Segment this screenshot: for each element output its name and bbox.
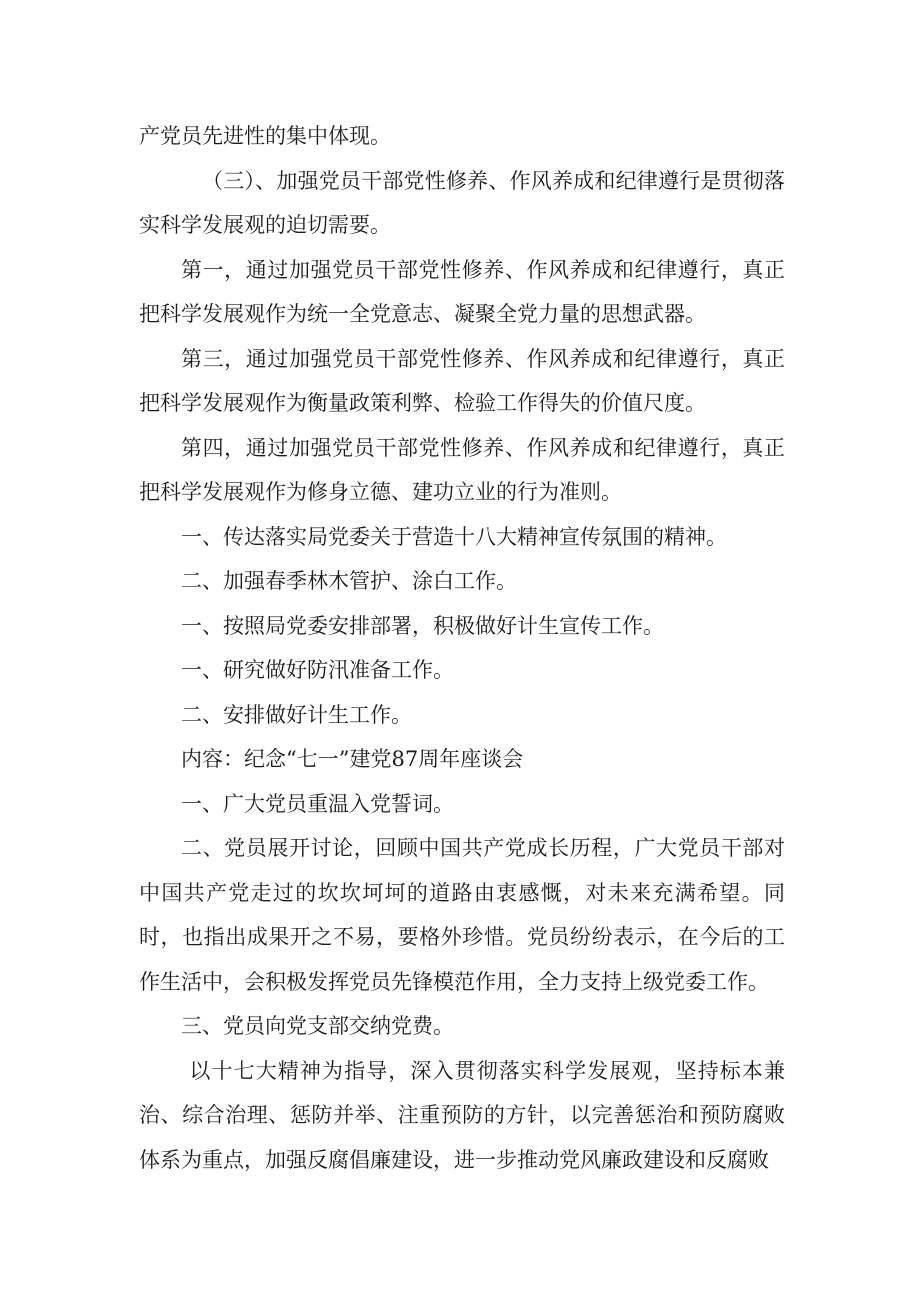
paragraph-4: 第三，通过加强党员干部党性修养、作风养成和纪律遵行，真正把科学发展观作为衡量政策利弊、检验工作得失的价值尺度。 (139, 346, 785, 415)
paragraph-3: 第一，通过加强党员干部党性修养、作风养成和纪律遵行，真正把科学发展观作为统一全党意志、凝聚全党力量的思想武器。 (139, 257, 785, 326)
paragraph-12: 一、广大党员重温入党誓词。 (181, 791, 454, 816)
paragraph-7: 二、加强春季林木管护、涂白工作。 (181, 569, 517, 593)
paragraph-15: 以十七大精神为指导，深入贯彻落实科学发展观，坚持标本兼治、综合治理、惩防并举、注重预防的方针，以完善惩治和预防腐败体系为重点，加强反腐倡廉建设，进一步推动党风廉政建设和反腐败 (139, 1058, 785, 1172)
paragraph-10: 二、安排做好计生工作。 (181, 702, 412, 727)
paragraph-6: 一、传达落实局党委关于营造十八大精神宣传氛围的精神。 (181, 524, 727, 549)
paragraph-13: 二、党员展开讨论，回顾中国共产党成长历程，广大党员干部对中国共产党走过的坎坎坷坷的道路由衷感慨，对未来充满希望。同时，也指出成果开之不易，要格外珍惜。党员纷纷表示，在今后的工作生活中，会积极发挥党员先锋模范作用，全力支持上级党委工作。 (139, 836, 785, 994)
paragraph-14: 三、党员向党支部交纳党费。 (181, 1014, 454, 1038)
paragraph-8: 一、按照局党委安排部署，积极做好计生宣传工作。 (181, 613, 664, 638)
paragraph-1: 产党员先进性的集中体现。 (139, 124, 391, 148)
document-body (139, 114, 785, 1182)
paragraph-9: 一、研究做好防汛准备工作。 (181, 658, 454, 682)
paragraph-2: （三）、加强党员干部党性修养、作风养成和纪律遵行是贯彻落实科学发展观的迫切需要。 (139, 168, 785, 237)
paragraph-5: 第四，通过加强党员干部党性修养、作风养成和纪律遵行，真正把科学发展观作为修身立德、建功立业的行为准则。 (139, 435, 785, 504)
paragraph-11: 内容：纪念“七一”建党87周年座谈会 (181, 747, 524, 771)
